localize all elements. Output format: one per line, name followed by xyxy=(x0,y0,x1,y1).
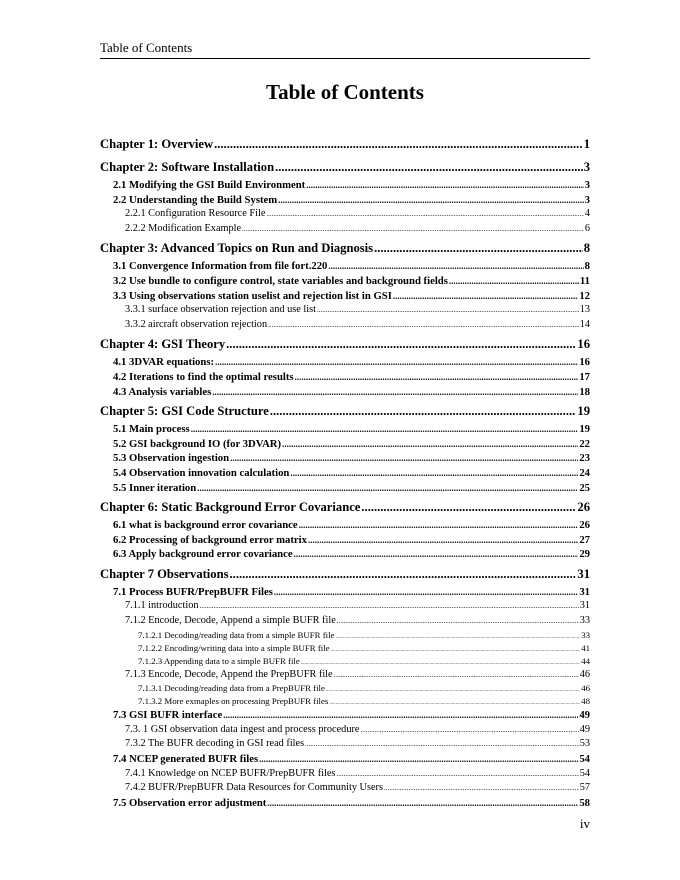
toc-entry-title: 3.1 Convergence Information from file fort.220 xyxy=(113,260,328,273)
toc-entry-title: 3.2 Use bundle to configure control, state variables and background fields xyxy=(113,274,448,287)
toc-entry[interactable] xyxy=(100,548,590,563)
toc-entry[interactable] xyxy=(100,356,590,371)
toc-entry-title: 7.4.1 Knowledge on NCEP BUFR/PrepBUFR files xyxy=(125,767,336,779)
toc-entry-page: 33 xyxy=(579,615,590,627)
toc-entry-page: 12 xyxy=(579,289,590,302)
toc-entry-title: 3.3 Using observations station uselist and rejection list in GSI xyxy=(113,289,392,302)
toc-entry-page: 16 xyxy=(577,337,590,352)
dot-leader xyxy=(223,710,578,720)
toc-entry-page: 54 xyxy=(579,767,590,779)
toc-entry-title: 7.4 NCEP generated BUFR files xyxy=(113,753,259,766)
toc-entry-page: 58 xyxy=(579,796,590,809)
toc-entry[interactable] xyxy=(100,567,590,586)
dot-leader xyxy=(335,635,580,640)
toc-entry[interactable] xyxy=(100,241,590,260)
toc-entry-page: 8 xyxy=(583,241,590,256)
toc-entry-page: 57 xyxy=(579,782,590,794)
toc-entry[interactable] xyxy=(100,600,590,615)
toc-entry-page: 49 xyxy=(579,723,590,735)
dot-leader xyxy=(299,520,579,530)
dot-leader xyxy=(393,291,578,301)
dot-leader xyxy=(334,671,579,679)
toc-entry[interactable] xyxy=(100,797,590,812)
toc-entry-title: 7.1.3.1 Decoding/reading data from a PrepBUFR file xyxy=(138,683,325,694)
toc-entry[interactable] xyxy=(100,586,590,601)
toc-entry-title: 7.5 Observation error adjustment xyxy=(113,796,267,809)
dot-leader xyxy=(361,500,576,515)
toc-entry-title: Chapter 7 Observations xyxy=(100,566,229,581)
toc-entry-title: 7.1.3.2 More exmaples on processing PrepBUFR files xyxy=(138,696,329,707)
toc-entry-title: 3.3.2 aircraft observation rejection xyxy=(125,318,268,330)
toc-entry-page: 26 xyxy=(577,500,590,515)
toc-entry-title: Chapter 2: Software Installation xyxy=(100,160,275,174)
toc-entry-page: 49 xyxy=(579,709,590,722)
dot-leader xyxy=(295,372,579,382)
dot-leader xyxy=(384,784,579,792)
toc-entry[interactable] xyxy=(100,656,590,669)
toc-entry[interactable] xyxy=(100,179,590,194)
dot-leader xyxy=(282,439,578,449)
toc-entry[interactable] xyxy=(100,467,590,482)
toc-entry-title: Chapter 4: GSI Theory xyxy=(100,337,226,352)
toc-entry-page: 16 xyxy=(579,356,590,369)
toc-entry-page: 48 xyxy=(581,696,590,707)
toc-entry-title: 7.1.2.3 Appending data to a simple BUFR file xyxy=(138,655,300,666)
toc-entry[interactable] xyxy=(100,630,590,643)
toc-entry-title: 4.1 3DVAR equations: xyxy=(113,356,215,369)
dot-leader xyxy=(360,726,578,734)
dot-leader xyxy=(337,617,579,625)
toc-entry[interactable] xyxy=(100,386,590,401)
dot-leader xyxy=(230,453,578,463)
toc-entry-page: 22 xyxy=(579,437,590,450)
toc-entry[interactable] xyxy=(100,337,590,356)
toc-entry-title: 6.1 what is background error covariance xyxy=(113,519,298,532)
toc-entry-title: 6.3 Apply background error covariance xyxy=(113,548,293,561)
toc-entry[interactable] xyxy=(100,137,590,156)
toc-entry-page: 11 xyxy=(579,274,590,287)
toc-entry-title: 7.3.2 The BUFR decoding in GSI read files xyxy=(125,738,305,750)
toc-entry[interactable] xyxy=(100,371,590,386)
toc-entry-page: 44 xyxy=(581,655,590,666)
dot-leader xyxy=(197,483,578,493)
dot-leader xyxy=(328,261,583,271)
running-header: Table of Contents xyxy=(100,40,590,59)
toc-entry-page: 54 xyxy=(579,753,590,766)
toc-entry-title: 3.3.1 surface observation rejection and use list xyxy=(125,304,317,316)
toc-entry[interactable] xyxy=(100,519,590,534)
dot-leader xyxy=(449,276,579,286)
dot-leader xyxy=(200,602,579,610)
toc-entry-title: 5.3 Observation ingestion xyxy=(113,452,230,465)
toc-entry-page: 25 xyxy=(579,481,590,494)
toc-entry-title: Chapter 5: GSI Code Structure xyxy=(100,404,269,419)
toc-entry-page: 31 xyxy=(579,585,590,598)
toc-entry[interactable] xyxy=(100,275,590,290)
dot-leader xyxy=(331,648,581,653)
toc-entry-title: Chapter 3: Advanced Topics on Run and Diagnosis xyxy=(100,241,374,256)
toc-entry[interactable] xyxy=(100,260,590,275)
toc-entry-page: 19 xyxy=(579,423,590,436)
toc-entry[interactable] xyxy=(100,753,590,768)
dot-leader xyxy=(336,770,578,778)
toc-entry-title: 7.1.2 Encode, Decode, Append a simple BUFR file xyxy=(125,615,336,627)
toc-entry-page: 53 xyxy=(579,738,590,750)
toc-entry-title: 2.2.1 Configuration Resource File xyxy=(125,208,266,220)
dot-leader xyxy=(214,137,583,152)
toc-entry-page: 3 xyxy=(584,193,590,206)
toc-entry[interactable] xyxy=(100,709,590,724)
toc-entry-page: 41 xyxy=(581,642,590,653)
toc-entry[interactable] xyxy=(100,782,590,797)
dot-leader xyxy=(317,306,579,314)
page-number: iv xyxy=(579,816,590,831)
toc-entry-title: 2.1 Modifying the GSI Build Environment xyxy=(113,179,306,191)
toc-entry-page: 3 xyxy=(583,160,590,174)
dot-leader xyxy=(308,535,578,545)
toc-entry[interactable] xyxy=(100,438,590,453)
toc-entry-title: Chapter 1: Overview xyxy=(100,137,214,151)
toc-entry[interactable] xyxy=(100,304,590,319)
toc-entry-title: 7.1.1 introduction xyxy=(125,600,199,612)
dot-leader xyxy=(329,701,580,706)
dot-leader xyxy=(301,661,580,666)
toc-entry-page: 24 xyxy=(579,466,590,479)
dot-leader xyxy=(278,195,583,205)
toc-entry-title: 7.4.2 BUFR/PrepBUFR Data Resources for Community Users xyxy=(125,782,383,794)
dot-leader xyxy=(275,160,583,175)
dot-leader xyxy=(305,740,579,748)
toc-entry-page: 3 xyxy=(584,179,590,191)
toc-entry-page: 14 xyxy=(579,318,590,330)
toc-entry-page: 23 xyxy=(579,452,590,465)
toc-entry[interactable] xyxy=(100,404,590,423)
dot-leader xyxy=(306,180,583,190)
toc-entry-title: 5.5 Inner iteration xyxy=(113,481,197,494)
dot-leader xyxy=(226,337,576,352)
toc-entry-title: Chapter 6: Static Background Error Covariance xyxy=(100,500,361,515)
toc-entry[interactable] xyxy=(100,423,590,438)
toc-entry[interactable] xyxy=(100,534,590,549)
toc-entry-title: 2.2 Understanding the Build System xyxy=(113,193,278,206)
dot-leader xyxy=(290,468,578,478)
dot-leader xyxy=(266,210,583,218)
toc-entry-page: 31 xyxy=(579,600,590,612)
toc-entry-title: 2.2.2 Modification Example xyxy=(125,222,242,234)
toc-entry[interactable] xyxy=(100,194,590,209)
toc-entry-page: 33 xyxy=(581,629,590,640)
dot-leader xyxy=(270,404,577,419)
toc-entry-page: 1 xyxy=(583,137,590,151)
toc-entry-page: 26 xyxy=(579,519,590,532)
toc-entry[interactable] xyxy=(100,683,590,696)
toc-entry[interactable] xyxy=(100,482,590,497)
toc-entry-title: 4.3 Analysis variables xyxy=(113,385,212,398)
toc-entry[interactable] xyxy=(100,500,590,519)
toc-entry[interactable] xyxy=(100,669,590,684)
toc-entry[interactable] xyxy=(100,696,590,709)
toc-entry-page: 8 xyxy=(584,260,590,273)
toc-entry-title: 7.3. 1 GSI observation data ingest and process procedure xyxy=(125,723,360,735)
dot-leader xyxy=(374,241,583,256)
toc-entry-title: 7.1.2.1 Decoding/reading data from a simple BUFR file xyxy=(138,629,335,640)
toc-entry[interactable] xyxy=(100,223,590,238)
toc-entry-page: 4 xyxy=(584,208,590,220)
dot-leader xyxy=(215,357,578,367)
dot-leader xyxy=(326,688,580,693)
toc-entry[interactable] xyxy=(100,738,590,753)
toc-entry[interactable] xyxy=(100,319,590,334)
toc-entry-title: 7.1 Process BUFR/PrepBUFR Files xyxy=(113,585,273,598)
toc-entry[interactable] xyxy=(100,452,590,467)
toc-entry[interactable] xyxy=(100,208,590,223)
toc-entry-title: 5.4 Observation innovation calculation xyxy=(113,466,290,479)
toc-entry[interactable] xyxy=(100,768,590,783)
toc-entry[interactable] xyxy=(100,615,590,630)
dot-leader xyxy=(242,225,584,233)
toc-entry-page: 46 xyxy=(581,683,590,694)
dot-leader xyxy=(230,567,577,582)
toc-entry[interactable] xyxy=(100,643,590,656)
toc-entry-page: 18 xyxy=(579,385,590,398)
toc-entry-page: 29 xyxy=(579,548,590,561)
toc-entry[interactable] xyxy=(100,160,590,179)
dot-leader xyxy=(191,424,579,434)
toc-entry-title: 7.3 GSI BUFR interface xyxy=(113,709,223,722)
dot-leader xyxy=(294,549,579,559)
dot-leader xyxy=(212,387,578,397)
toc-entry-page: 13 xyxy=(579,304,590,316)
dot-leader xyxy=(274,587,578,597)
toc-entry-page: 19 xyxy=(577,404,590,419)
toc-entry-page: 27 xyxy=(579,533,590,546)
dot-leader xyxy=(268,321,579,329)
toc-entry-page: 6 xyxy=(584,222,590,234)
toc-entry-title: 4.2 Iterations to find the optimal results xyxy=(113,370,294,383)
toc-entry-page: 46 xyxy=(579,668,590,680)
toc-entry-page: 31 xyxy=(577,566,590,581)
dot-leader xyxy=(267,798,578,808)
toc-entry[interactable] xyxy=(100,724,590,739)
toc-entry-title: 7.1.3 Encode, Decode, Append the PrepBUFR file xyxy=(125,668,333,680)
toc-entry-page: 17 xyxy=(579,370,590,383)
toc-entry-title: 6.2 Processing of background error matrix xyxy=(113,533,307,546)
toc-entry-title: 5.2 GSI background IO (for 3DVAR) xyxy=(113,437,282,450)
toc-entry[interactable] xyxy=(100,290,590,305)
toc-entry-title: 7.1.2.2 Encoding/writing data into a simple BUFR file xyxy=(138,642,330,653)
toc-entry-title: 5.1 Main process xyxy=(113,423,190,436)
table-of-contents xyxy=(100,137,590,811)
dot-leader xyxy=(259,754,578,764)
page-title: Table of Contents xyxy=(266,80,424,104)
